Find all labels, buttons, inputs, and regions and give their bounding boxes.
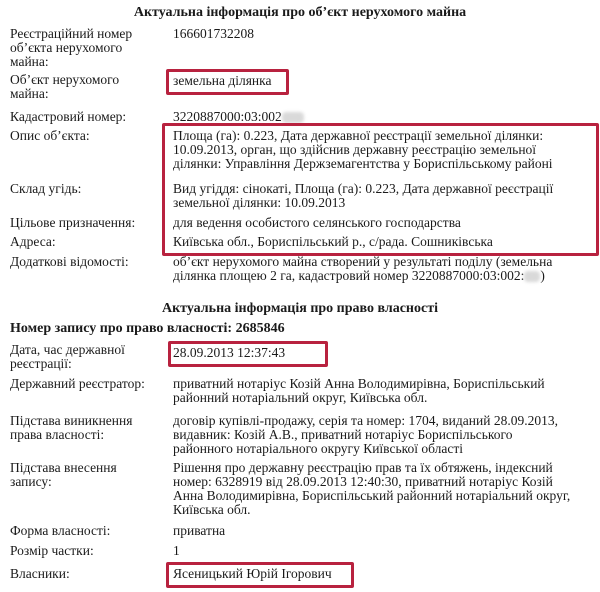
address-value: Київська обл., Бориспільський р., с/рада. Сошниківська — [173, 234, 493, 249]
entry-basis-value: Рішення про державну реєстрацію прав та їх обтяжень, індексний номер: 6328919 від 28.09.2013 12:40:30, приватний нотаріус Козій Анна Володимирівна, Бориспільський районний нотаріальний округ, Київська обл. — [173, 460, 571, 517]
registrar-label: Державний реєстратор: — [10, 376, 145, 391]
registrar-value: приватний нотаріус Козій Анна Володимирівна, Бориспільський районний нотаріальний округ, Київська обл. — [173, 376, 545, 405]
purpose-value: для ведення особистого селянського господарства — [173, 215, 461, 230]
entry-basis-label: Підстава внесення запису: — [10, 460, 117, 489]
description-label: Опис об’єкта: — [10, 128, 90, 143]
lands-composition-value: Вид угіддя: сінокаті, Площа (га): 0.223, Дата державної реєстрації земельної ділянки: 10.09.2013 — [173, 181, 554, 210]
registration-date-value: 28.09.2013 12:37:43 — [173, 345, 286, 360]
record-number — [10, 322, 285, 336]
ownership-form-value: приватна — [173, 523, 226, 538]
share-size-value: 1 — [173, 543, 180, 558]
description-value: Площа (га): 0.223, Дата державної реєстрації земельної ділянки: 10.09.2013, орган, що здійснив державну реєстрацію земельної ділянки: Управління Держземагентства у Бориспільському районі — [173, 128, 553, 171]
purpose-label: Цільове призначення: — [10, 215, 136, 230]
additional-info-label: Додаткові відомості: — [10, 254, 129, 269]
redacted-mark — [524, 271, 540, 282]
record-number-value: 2685846 — [235, 321, 285, 336]
cadastral-number-value — [173, 110, 593, 124]
record-number-label: Номер запису про право власності: — [10, 321, 233, 336]
cadastral-number-text: 3220887000:03:002 — [173, 109, 282, 124]
registration-date-label: Дата, час державної реєстрації: — [10, 342, 125, 371]
ownership-basis-label: Підстава виникнення права власності: — [10, 413, 133, 442]
object-type-value: земельна ділянка — [173, 73, 272, 88]
additional-info-value: об’єкт нерухомого майна створений у результаті поділу (земельна ділянка площею 2 га, кадастровий номер 3220887000:03:002: ) — [173, 254, 553, 283]
owners-label: Власники: — [10, 566, 70, 581]
ownership-form-label: Форма власності: — [10, 523, 111, 538]
additional-info-line-2: ділянка площею 2 га, кадастровий номер 3220887000:03:002: — [173, 268, 525, 283]
ownership-basis-value: договір купівлі-продажу, серія та номер: 1704, виданий 28.09.2013, видавник: Козій А.В., приватний нотаріус Бориспільського районного нотаріального округу Київської області — [173, 413, 558, 456]
reg-number-label: Реєстраційний номер об’єкта нерухомого майна: — [10, 26, 133, 69]
cadastral-number-label: Кадастровий номер: — [10, 109, 127, 124]
owners-value: Ясеницький Юрій Ігорович — [173, 566, 332, 581]
address-label: Адреса: — [10, 234, 56, 249]
object-info-heading: Актуальна інформація про об’єкт нерухомого майна — [133, 5, 467, 20]
redacted-mark — [282, 112, 304, 123]
object-type-label: Об’єкт нерухомого майна: — [10, 72, 120, 101]
ownership-info-heading: Актуальна інформація про право власності — [162, 301, 438, 316]
share-size-label: Розмір частки: — [10, 543, 94, 558]
lands-composition-label: Склад угідь: — [10, 181, 82, 196]
reg-number-value: 166601732208 — [173, 26, 254, 41]
